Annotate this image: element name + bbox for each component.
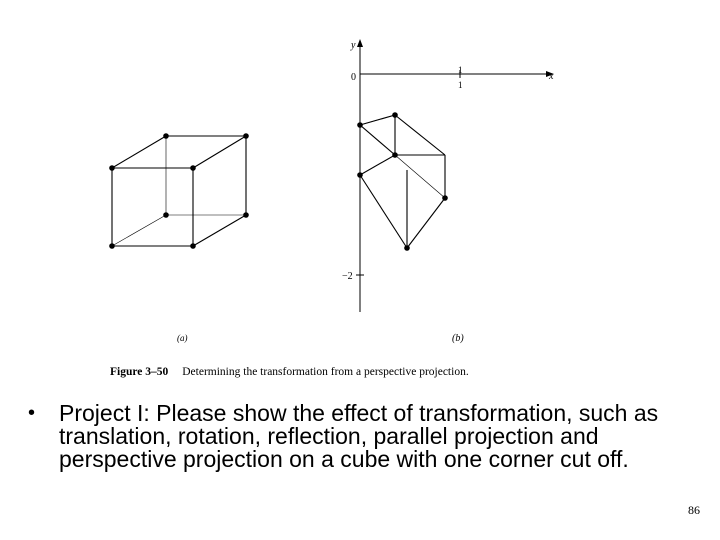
figure-caption [110, 366, 670, 378]
bullet-dot: • [28, 402, 36, 424]
x-axis-label: x [549, 71, 554, 82]
origin-label: 0 [351, 72, 356, 83]
y-tick-label: −2 [342, 271, 353, 282]
figure-caption-text: Determining the transformation from a perspective projection. [182, 366, 469, 378]
panel-a-cube [112, 136, 246, 246]
panel-b-projection [360, 115, 445, 248]
panel-a-label: (a) [177, 333, 188, 343]
bullet-item [28, 402, 668, 471]
panel-a-vertices [109, 133, 249, 249]
figure-caption-number: Figure 3–50 [110, 366, 169, 378]
panel-b-vertices [357, 112, 448, 251]
panel-b-label: (b) [452, 333, 464, 344]
y-axis-arrow [357, 39, 363, 47]
bullet-text: Project I: Please show the effect of transformation, such as translation, rotation, reflection, parallel projection and perspective projection on a cube with one corner cut off. [59, 400, 659, 472]
x-tick-label: 1 [458, 65, 463, 75]
x-tick-label-below: 1 [458, 80, 463, 90]
panel-b-axes [356, 45, 548, 312]
y-axis-label: y [351, 40, 356, 51]
slide-number: 86 [688, 503, 700, 517]
